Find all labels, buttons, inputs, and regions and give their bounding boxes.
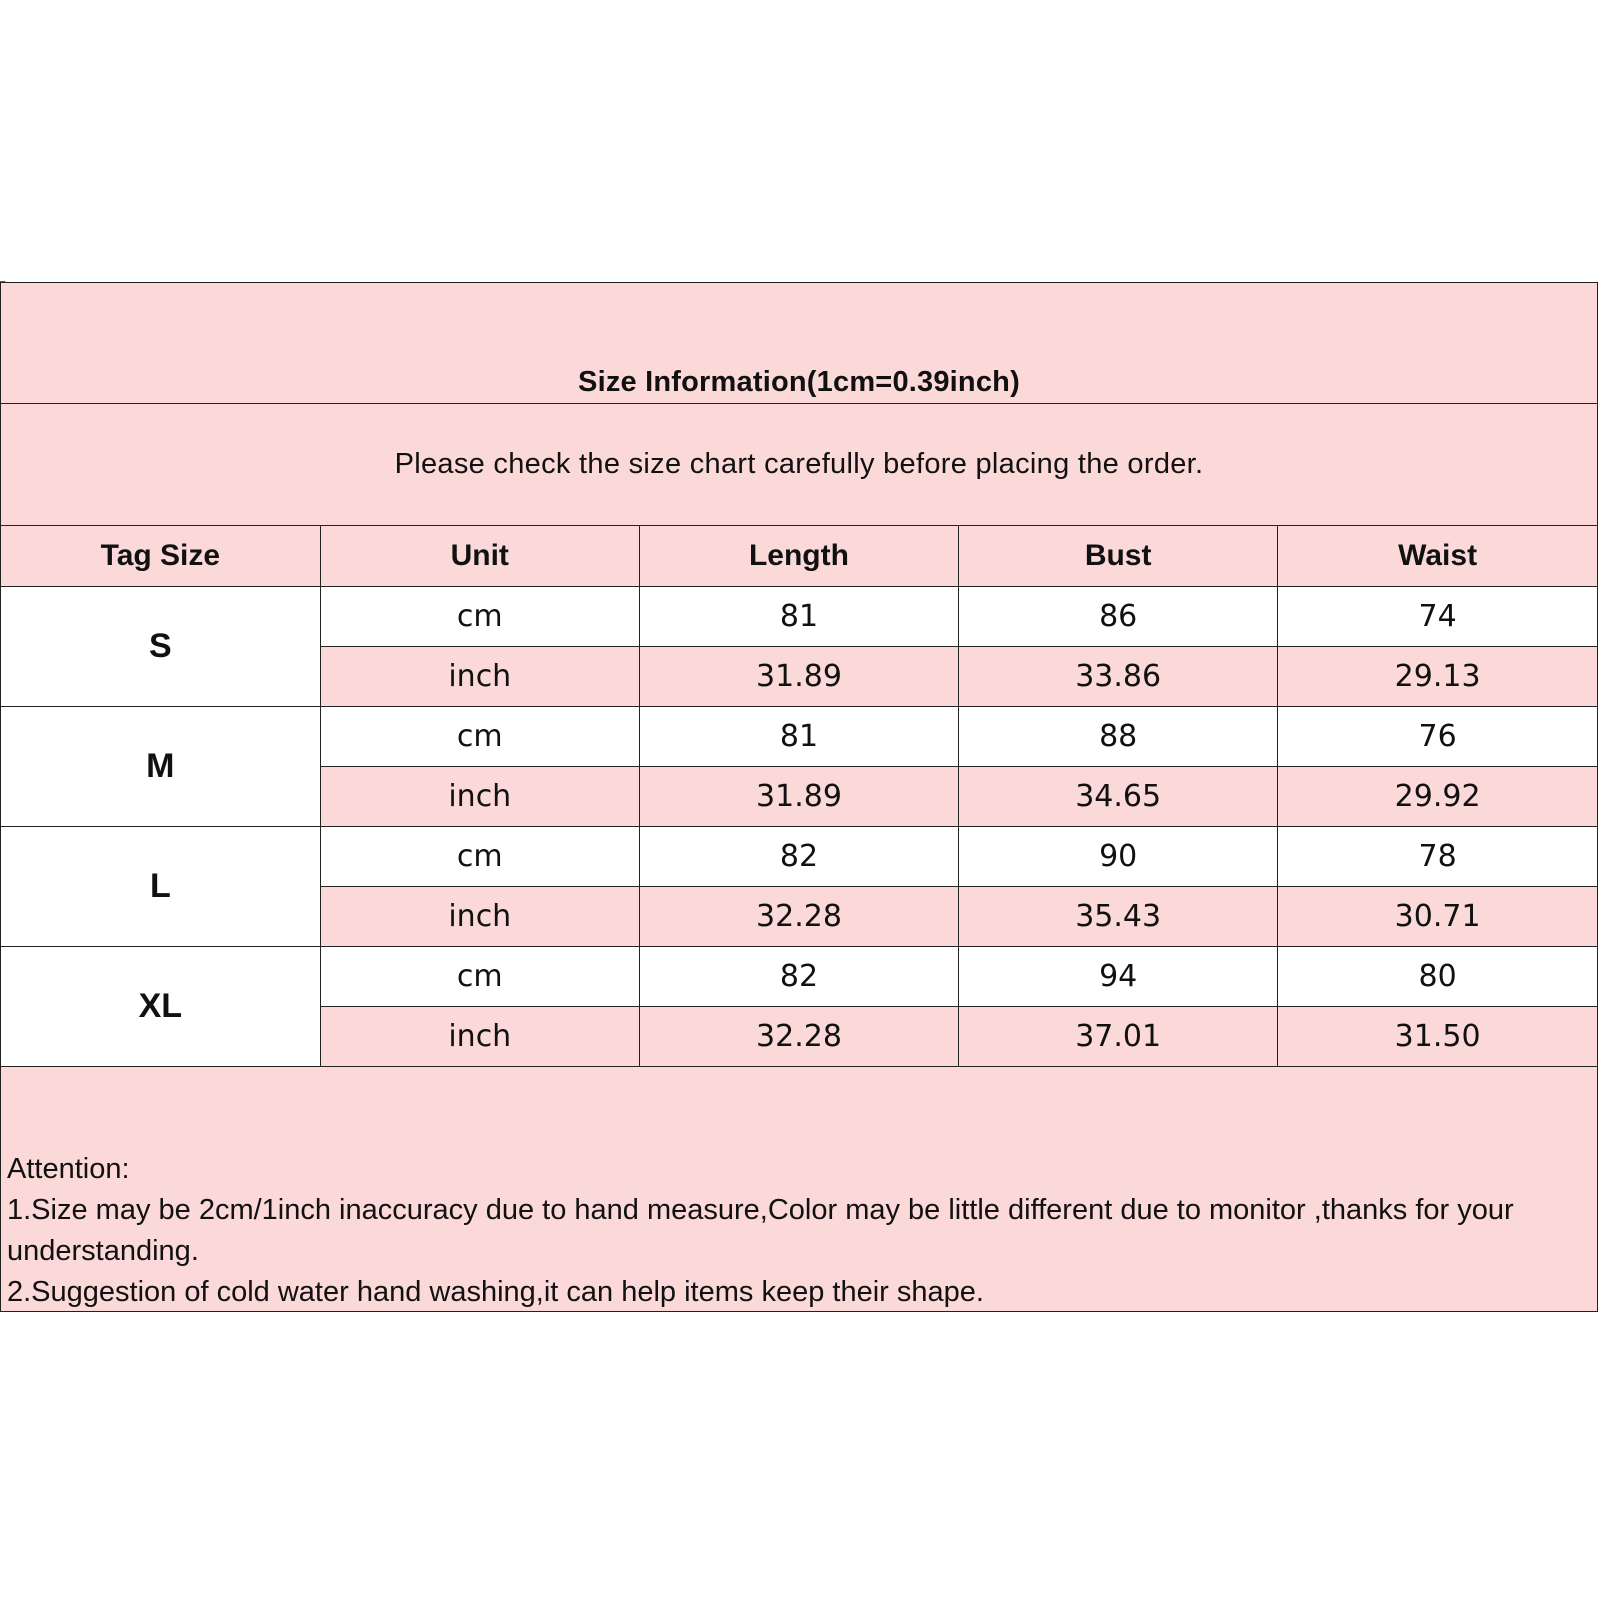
- unit-cell: cm: [320, 946, 639, 1006]
- waist-cell: 29.13: [1278, 646, 1597, 706]
- waist-cell: 30.71: [1278, 886, 1597, 946]
- table-row-s-cm: [1, 586, 1597, 646]
- waist-cell: 76: [1278, 706, 1597, 766]
- tag-size-cell: XL: [1, 946, 320, 1066]
- header-waist: Waist: [1278, 526, 1597, 586]
- length-cell: 32.28: [639, 886, 958, 946]
- attention-notes: [1, 1067, 1597, 1311]
- bust-cell: 37.01: [959, 1006, 1278, 1066]
- length-cell: 31.89: [639, 766, 958, 826]
- size-chart-sheet: [0, 282, 1598, 1312]
- waist-cell: 74: [1278, 586, 1597, 646]
- attention-heading: Attention:: [7, 1152, 130, 1185]
- title-row: [1, 283, 1597, 404]
- header-length: Length: [639, 526, 958, 586]
- header-bust: Bust: [959, 526, 1278, 586]
- waist-cell: 78: [1278, 826, 1597, 886]
- length-cell: 81: [639, 706, 958, 766]
- header-unit: Unit: [320, 526, 639, 586]
- waist-cell: 29.92: [1278, 766, 1597, 826]
- size-table: [1, 526, 1597, 1067]
- unit-cell: inch: [320, 646, 639, 706]
- unit-cell: inch: [320, 766, 639, 826]
- unit-cell: inch: [320, 1006, 639, 1066]
- length-cell: 32.28: [639, 1006, 958, 1066]
- notice-text: Please check the size chart carefully before placing the order.: [394, 448, 1204, 480]
- bust-cell: 90: [959, 826, 1278, 886]
- bust-cell: 35.43: [959, 886, 1278, 946]
- tag-size-cell: M: [1, 706, 320, 826]
- length-cell: 82: [639, 826, 958, 886]
- bust-cell: 88: [959, 706, 1278, 766]
- length-cell: 81: [639, 586, 958, 646]
- unit-cell: cm: [320, 826, 639, 886]
- tag-size-cell: S: [1, 586, 320, 706]
- chart-title: Size Information(1cm=0.39inch): [578, 366, 1020, 398]
- tag-size-cell: L: [1, 826, 320, 946]
- header-row: [1, 526, 1597, 586]
- attention-note-2: 2.Suggestion of cold water hand washing,it can help items keep their shape.: [7, 1275, 984, 1308]
- attention-note-1: 1.Size may be 2cm/1inch inaccuracy due to hand measure,Color may be little different due to monitor ,thanks for your understanding.: [7, 1193, 1514, 1267]
- bust-cell: 86: [959, 586, 1278, 646]
- table-row-l-cm: [1, 826, 1597, 886]
- unit-cell: inch: [320, 886, 639, 946]
- table-row-m-cm: [1, 706, 1597, 766]
- waist-cell: 31.50: [1278, 1006, 1597, 1066]
- unit-cell: cm: [320, 586, 639, 646]
- bust-cell: 33.86: [959, 646, 1278, 706]
- waist-cell: 80: [1278, 946, 1597, 1006]
- unit-cell: cm: [320, 706, 639, 766]
- table-row-xl-cm: [1, 946, 1597, 1006]
- length-cell: 82: [639, 946, 958, 1006]
- bust-cell: 34.65: [959, 766, 1278, 826]
- bust-cell: 94: [959, 946, 1278, 1006]
- length-cell: 31.89: [639, 646, 958, 706]
- header-tag-size: Tag Size: [1, 526, 320, 586]
- notice-row: [1, 404, 1597, 526]
